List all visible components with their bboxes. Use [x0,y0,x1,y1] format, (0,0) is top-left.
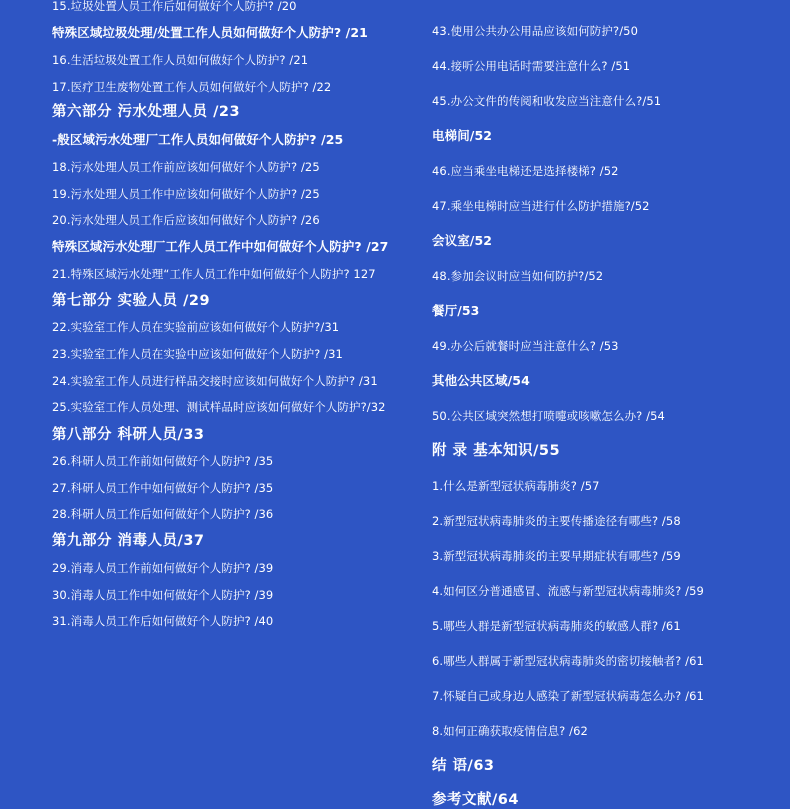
toc-entry: 24.实验室工作人员进行样品交接时应该如何做好个人防护? /31 [52,374,378,388]
toc-entry: 2.新型冠状病毒肺炎的主要传播途径有哪些? /58 [432,514,681,528]
toc-section-heading: 第七部分 实验人员 /29 [52,293,211,309]
toc-entry: 7.怀疑自己或身边人感染了新型冠状病毒怎么办? /61 [432,689,704,703]
toc-entry: 3.新型冠状病毒肺炎的主要早期症状有哪些? /59 [432,549,681,563]
toc-entry: 28.科研人员工作后如何做好个人防护? /36 [52,507,274,521]
toc-entry: 49.办公后就餐时应当注意什么? /53 [432,339,619,353]
toc-entry: 29.消毒人员工作前如何做好个人防护? /39 [52,561,274,575]
toc-entry: 4.如何区分普通感冒、流感与新型冠状病毒肺炎? /59 [432,584,704,598]
toc-subheading: 特殊区域污水处理厂工作人员工作中如何做好个人防护? /27 [52,239,389,254]
toc-entry: 30.消毒人员工作中如何做好个人防护? /39 [52,588,274,602]
toc-subheading: 电梯间/52 [432,128,493,143]
toc-entry: 25.实验室工作人员处理、测试样品时应该如何做好个人防护?/32 [52,400,386,414]
toc-entry: 6.哪些人群属于新型冠状病毒肺炎的密切接触者? /61 [432,654,704,668]
toc-entry: 20.污水处理人员工作后应该如何做好个人防护? /26 [52,213,320,227]
toc-entry: 15.垃圾处置人员工作后如何做好个人防护? /20 [52,0,297,13]
toc-entry: 48.参加会议时应当如何防护?/52 [432,269,604,283]
toc-subheading: 特殊区域垃圾处理/处置工作人员如何做好个人防护? /21 [52,25,368,40]
toc-subheading: -般区域污水处理厂工作人员如何做好个人防护? /25 [52,132,344,147]
toc-entry: 5.哪些人群是新型冠状病毒肺炎的敏感人群? /61 [432,619,681,633]
toc-entry: 44.接听公用电话时需要注意什么? /51 [432,59,631,73]
toc-entry: 16.生活垃圾处置工作人员如何做好个人防护? /21 [52,53,309,67]
toc-section-heading: 参考文献/64 [432,792,519,808]
toc-entry: 21.特殊区域污水处理“工作人员工作中如何做好个人防护? 127 [52,267,376,281]
toc-entry: 47.乘坐电梯时应当进行什么防护措施?/52 [432,199,650,213]
toc-entry: 18.污水处理人员工作前应该如何做好个人防护? /25 [52,160,320,174]
toc-entry: 31.消毒人员工作后如何做好个人防护? /40 [52,614,274,628]
toc-entry: 26.科研人员工作前如何做好个人防护? /35 [52,454,274,468]
toc-entry: 8.如何正确获取疫情信息? /62 [432,724,588,738]
toc-entry: 50.公共区域突然想打喷嚏或咳嗽怎么办? /54 [432,409,665,423]
toc-subheading: 餐厅/53 [432,303,480,318]
toc-entry: 17.医疗卫生废物处置工作人员如何做好个人防护? /22 [52,80,332,94]
toc-section-heading: 第六部分 污水处理人员 /23 [52,104,241,120]
toc-entry: 1.什么是新型冠状病毒肺炎? /57 [432,479,600,493]
toc-entry: 43.使用公共办公用品应该如何防护?/50 [432,24,638,38]
toc-subheading: 会议室/52 [432,233,493,248]
toc-subheading: 其他公共区域/54 [432,373,530,388]
toc-entry: 27.科研人员工作中如何做好个人防护? /35 [52,481,274,495]
toc-entry: 19.污水处理人员工作中应该如何做好个人防护? /25 [52,187,320,201]
toc-entry: 46.应当乘坐电梯还是选择楼梯? /52 [432,164,619,178]
toc-section-heading: 第九部分 消毒人员/37 [52,533,205,549]
toc-section-heading: 附 录 基本知识/55 [432,443,561,459]
toc-entry: 23.实验室工作人员在实验中应该如何做好个人防护? /31 [52,347,343,361]
toc-entry: 45.办公文件的传阅和收发应当注意什么?/51 [432,94,662,108]
toc-section-heading: 第八部分 科研人员/33 [52,427,205,443]
toc-section-heading: 结 语/63 [432,758,495,774]
toc-entry: 22.实验室工作人员在实验前应该如何做好个人防护?/31 [52,320,340,334]
